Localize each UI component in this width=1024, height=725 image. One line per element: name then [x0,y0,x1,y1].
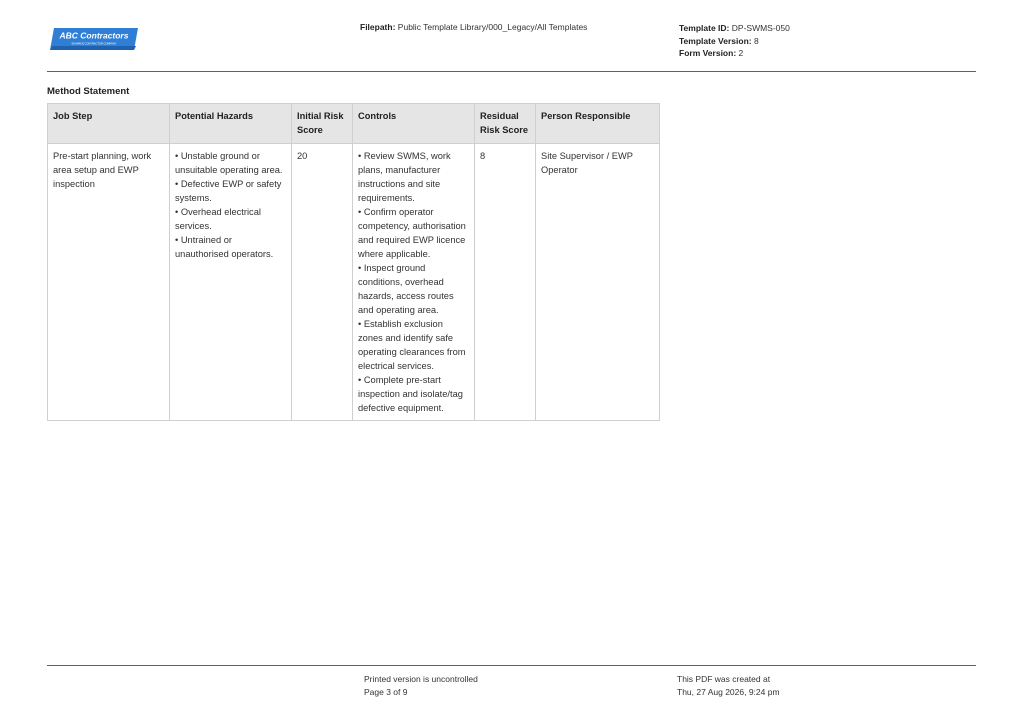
template-id-value: DP-SWMS-050 [731,23,790,33]
template-id-label: Template ID: [679,23,730,33]
logo-tagline: EXAMPLE CONTRACTOR COMPANY [71,42,117,46]
cell-potential-hazards [170,144,292,421]
header-divider [47,71,976,72]
created-date: Thu, 27 Aug 2026, 9:24 pm [677,687,780,697]
created-label: This PDF was created at [677,674,771,684]
control-item: • Review SWMS, work plans, manufacturer instructions and site requirements. [358,151,451,203]
hazard-item: • Unstable ground or unsuitable operating area. [175,151,283,175]
section-title: Method Statement [47,86,130,97]
template-meta [679,22,790,60]
footer-divider [47,665,976,666]
col-header-initial-risk: Initial Risk Score [292,104,353,144]
col-header-residual-risk: Residual Risk Score [475,104,536,144]
template-version-row [679,35,790,48]
footer-center [364,673,478,699]
form-version-value: 2 [738,48,744,58]
cell-initial-risk: 20 [292,144,353,421]
table-header-row [48,104,660,144]
col-header-job-step: Job Step [48,104,170,144]
template-version-label: Template Version: [679,35,752,46]
col-header-potential-hazards: Potential Hazards [170,104,292,144]
cell-residual-risk: 8 [475,144,536,421]
filepath [360,22,587,32]
filepath-label: Filepath: [360,22,396,32]
control-item: • Inspect ground conditions, overhead hazards, access routes and operating area. [358,263,454,315]
control-item: • Confirm operator competency, authorisation and required EWP licence where applicable. [358,207,466,259]
cell-controls [353,144,475,421]
method-statement-table [47,103,660,421]
cell-person-responsible: Site Supervisor / EWP Operator [536,144,660,421]
uncontrolled-notice: Printed version is uncontrolled [364,674,478,684]
company-logo [48,26,140,52]
hazard-item: • Overhead electrical services. [175,207,261,231]
table-row [48,144,660,421]
col-header-controls: Controls [353,104,475,144]
control-item: • Complete pre-start inspection and isolate/tag defective equipment. [358,375,463,413]
template-id-row [679,22,790,35]
hazard-item: • Defective EWP or safety systems. [175,179,282,203]
template-version-value: 8 [753,35,759,46]
page-number: Page 3 of 9 [364,687,408,697]
footer-right [677,673,780,699]
form-version-label: Form Version: [679,48,737,58]
col-header-person-responsible: Person Responsible [536,104,660,144]
form-version-row [679,47,790,60]
filepath-value: Public Template Library/000_Legacy/All Templates [397,22,588,32]
hazard-item: • Untrained or unauthorised operators. [175,235,274,259]
logo-name: ABC Contractors [59,30,129,41]
control-item: • Establish exclusion zones and identify safe operating clearances from electrical services. [358,319,466,371]
cell-job-step: Pre-start planning, work area setup and EWP inspection [48,144,170,421]
